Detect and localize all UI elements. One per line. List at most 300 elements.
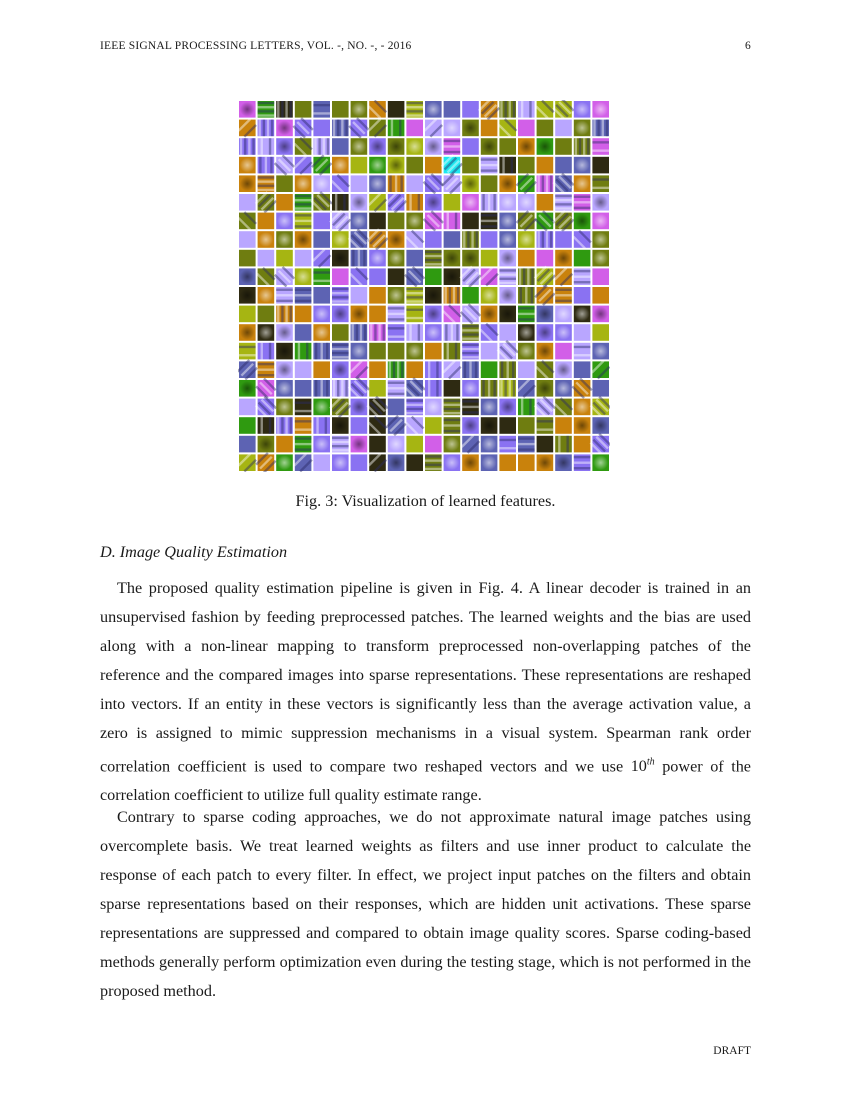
feature-patch [332, 157, 349, 174]
feature-patch [369, 436, 386, 453]
feature-patch [537, 250, 554, 267]
feature-patch [555, 324, 572, 341]
feature-patch [332, 361, 349, 378]
feature-patch [295, 101, 312, 118]
feature-patch [295, 250, 312, 267]
feature-patch [481, 175, 498, 192]
feature-patch [388, 157, 405, 174]
feature-patch [276, 213, 293, 230]
feature-patch [518, 343, 535, 360]
feature-patch [518, 324, 535, 341]
feature-patch [462, 454, 479, 471]
feature-patch [555, 454, 572, 471]
feature-patch [592, 306, 609, 323]
feature-patch [405, 230, 424, 249]
feature-patch [574, 417, 591, 434]
feature-patch [332, 231, 349, 248]
feature-patch [534, 285, 555, 306]
feature-patch [535, 360, 554, 379]
feature-patch [311, 154, 332, 175]
feature-patch [499, 361, 516, 378]
feature-patch [239, 324, 256, 341]
feature-patch [295, 436, 312, 453]
feature-patch [574, 250, 591, 267]
feature-patch [388, 268, 405, 285]
feature-patch [332, 194, 349, 211]
feature-patch [537, 231, 554, 248]
feature-patch [406, 399, 423, 416]
feature-patch [462, 399, 479, 416]
feature-patch [444, 231, 461, 248]
feature-patch [366, 396, 388, 418]
learned-features-figure [238, 100, 610, 472]
feature-patch [499, 454, 516, 471]
feature-patch [258, 324, 275, 341]
feature-patch [499, 175, 516, 192]
feature-patch [444, 417, 461, 434]
feature-patch [239, 343, 256, 360]
feature-patch [478, 100, 500, 120]
feature-patch [388, 399, 405, 416]
feature-patch [351, 250, 368, 267]
feature-patch [425, 306, 442, 323]
feature-patch [369, 250, 386, 267]
feature-patch [406, 454, 423, 471]
feature-patch [481, 399, 498, 416]
feature-patch [499, 213, 516, 230]
feature-patch [258, 120, 275, 137]
feature-patch [555, 157, 572, 174]
feature-patch [406, 194, 423, 211]
feature-patch [574, 101, 591, 118]
feature-patch [238, 118, 257, 137]
feature-patch [388, 361, 405, 378]
feature-patch [239, 268, 256, 285]
feature-patch [351, 324, 368, 341]
feature-patch [276, 287, 293, 304]
feature-patch [239, 101, 256, 118]
feature-patch [592, 157, 609, 174]
feature-patch [313, 175, 330, 192]
feature-patch [462, 157, 479, 174]
feature-patch [276, 399, 293, 416]
feature-patch [462, 324, 479, 341]
feature-patch [295, 343, 312, 360]
feature-patch [444, 250, 461, 267]
feature-patch [499, 231, 516, 248]
feature-patch [574, 157, 591, 174]
feature-patch [461, 434, 480, 453]
feature-patch [518, 157, 535, 174]
feature-patch [574, 436, 591, 453]
feature-patch [406, 306, 423, 323]
math-superscript: th [646, 757, 655, 768]
feature-patch [592, 454, 609, 471]
feature-patch [295, 361, 312, 378]
feature-patch [441, 154, 463, 176]
feature-patch [425, 380, 442, 397]
feature-patch [274, 266, 295, 287]
paragraph-1-text: The proposed quality estimation pipeline is given in Fig. 4. A linear decoder is trained in an unsupervised fashion by feeding preprocessed patches. The learned weights and the bias are used along with a non-linear mapping to transform preprocessed non-overlapping patches of the reference and the compared images into sparse representations. These representations are reshaped into vectors. If an entity in these vectors is significantly less than the average activation value, a zero is assigned to mimic suppression mechanisms in a visual system. Spearman rank order correlation coefficient is used to compare two reshaped vectors and we use [100, 579, 751, 776]
feature-patch [313, 361, 330, 378]
feature-patch [444, 213, 461, 230]
feature-patch [462, 175, 479, 192]
feature-patch [311, 191, 333, 213]
feature-patch [385, 415, 406, 436]
feature-patch [351, 213, 368, 230]
feature-patch [444, 343, 461, 360]
feature-patch [555, 380, 572, 397]
feature-patch [441, 173, 462, 194]
feature-patch [329, 396, 351, 418]
feature-patch [518, 101, 535, 118]
feature-patch [574, 306, 591, 323]
feature-patch [537, 138, 554, 155]
feature-patch [258, 175, 275, 192]
feature-patch [479, 323, 498, 342]
feature-patch [462, 287, 479, 304]
page-number: 6 [745, 40, 751, 52]
feature-patch [349, 360, 368, 379]
feature-patch [592, 101, 609, 118]
feature-patch [332, 436, 349, 453]
feature-patch [369, 213, 386, 230]
feature-patch [481, 194, 498, 211]
feature-patch [255, 191, 277, 213]
feature-patch [276, 231, 293, 248]
feature-patch [313, 436, 330, 453]
feature-patch [574, 213, 591, 230]
feature-patch [518, 231, 535, 248]
feature-patch [444, 101, 461, 118]
feature-patch [444, 194, 461, 211]
feature-patch [537, 380, 554, 397]
feature-patch [516, 210, 537, 231]
feature-patch [369, 268, 386, 285]
feature-patch [481, 417, 498, 434]
feature-patch [516, 173, 537, 194]
feature-patch [256, 267, 275, 286]
feature-patch [555, 306, 572, 323]
feature-patch [258, 287, 275, 304]
feature-patch [499, 138, 516, 155]
feature-patch [537, 194, 554, 211]
feature-patch [332, 287, 349, 304]
feature-patch [349, 267, 368, 286]
feature-patch [406, 324, 423, 341]
feature-patch [425, 417, 442, 434]
feature-patch [348, 377, 370, 399]
feature-patch [592, 268, 609, 285]
feature-patch [592, 324, 609, 341]
feature-patch [462, 417, 479, 434]
feature-patch [276, 343, 293, 360]
feature-patch [258, 213, 275, 230]
feature-patch [276, 194, 293, 211]
feature-patch [590, 433, 610, 455]
feature-patch [258, 101, 275, 118]
feature-patch [313, 343, 330, 360]
feature-patch [313, 454, 330, 471]
feature-patch [258, 157, 275, 174]
feature-patch [388, 436, 405, 453]
feature-patch [239, 250, 256, 267]
feature-patch [295, 380, 312, 397]
feature-patch [258, 306, 275, 323]
feature-patch [368, 118, 387, 137]
feature-patch [592, 194, 609, 211]
feature-patch [555, 138, 572, 155]
feature-patch [332, 306, 349, 323]
feature-patch [292, 117, 313, 138]
feature-patch [332, 268, 349, 285]
feature-patch [535, 100, 554, 119]
feature-patch [239, 231, 256, 248]
feature-patch [518, 138, 535, 155]
feature-patch [313, 120, 330, 137]
feature-patch [592, 120, 609, 137]
feature-patch [332, 138, 349, 155]
feature-patch [425, 399, 442, 416]
feature-patch [388, 138, 405, 155]
feature-patch [238, 453, 257, 472]
feature-patch [351, 417, 368, 434]
feature-patch [313, 380, 330, 397]
feature-patch [554, 397, 573, 416]
feature-patch [406, 101, 423, 118]
feature-patch [444, 380, 461, 397]
feature-patch [351, 101, 368, 118]
feature-patch [404, 377, 426, 399]
feature-patch [518, 361, 535, 378]
feature-patch [574, 194, 591, 211]
feature-patch [574, 361, 591, 378]
feature-patch [313, 287, 330, 304]
feature-patch [313, 213, 330, 230]
feature-patch [499, 287, 516, 304]
feature-patch [276, 417, 293, 434]
feature-patch [385, 191, 407, 213]
feature-patch [481, 454, 498, 471]
feature-patch [481, 306, 498, 323]
feature-patch [388, 213, 405, 230]
feature-patch [555, 436, 572, 453]
feature-patch [239, 175, 256, 192]
math-power [631, 757, 655, 775]
feature-patch [388, 231, 405, 248]
feature-patch [425, 231, 442, 248]
feature-patch [537, 324, 554, 341]
feature-patch [351, 436, 368, 453]
feature-patch [366, 228, 388, 250]
feature-patch [552, 173, 574, 195]
feature-patch [462, 231, 479, 248]
feature-patch [425, 361, 442, 378]
feature-patch [499, 324, 516, 341]
feature-patch [555, 343, 572, 360]
feature-patch [295, 213, 312, 230]
feature-patch [405, 416, 424, 435]
journal-title: IEEE SIGNAL PROCESSING LETTERS, VOL. -, NO. -, - 2016 [100, 40, 412, 52]
feature-patch [590, 396, 610, 418]
feature-patch [276, 120, 293, 137]
feature-patch [388, 120, 405, 137]
feature-patch [332, 343, 349, 360]
feature-patch [313, 231, 330, 248]
feature-patch [274, 154, 295, 175]
feature-patch [406, 436, 423, 453]
feature-patch [444, 399, 461, 416]
feature-patch [276, 138, 293, 155]
feature-patch [295, 231, 312, 248]
feature-patch [329, 210, 351, 232]
feature-patch [276, 101, 293, 118]
feature-patch [388, 250, 405, 267]
feature-patch [388, 454, 405, 471]
feature-patch [239, 306, 256, 323]
feature-patch [425, 324, 442, 341]
feature-patch [572, 230, 591, 249]
running-header [100, 40, 751, 56]
feature-patch [462, 380, 479, 397]
feature-patch [537, 175, 554, 192]
feature-patch [571, 378, 592, 399]
feature-patch [555, 361, 572, 378]
feature-patch [348, 117, 369, 138]
feature-patch [388, 175, 405, 192]
feature-patch [425, 157, 442, 174]
feature-patch [313, 417, 330, 434]
feature-patch [295, 194, 312, 211]
feature-patch [276, 361, 293, 378]
feature-patch [425, 454, 442, 471]
feature-patch [518, 454, 535, 471]
feature-patch [276, 380, 293, 397]
feature-patch [592, 250, 609, 267]
feature-patch [592, 213, 609, 230]
feature-patch [442, 304, 461, 323]
feature-patch [258, 231, 275, 248]
feature-patch [534, 210, 555, 231]
feature-patch [239, 287, 256, 304]
feature-patch [368, 100, 387, 119]
feature-patch [295, 268, 312, 285]
feature-patch [574, 287, 591, 304]
feature-patch [537, 343, 554, 360]
feature-patch [592, 287, 609, 304]
feature-patch [462, 101, 479, 118]
feature-patch [351, 157, 368, 174]
feature-patch [592, 343, 609, 360]
feature-patch [406, 175, 423, 192]
feature-patch [239, 138, 256, 155]
feature-patch [462, 120, 479, 137]
feature-patch [499, 399, 516, 416]
feature-patch [444, 138, 461, 155]
feature-patch [499, 306, 516, 323]
feature-patch [239, 417, 256, 434]
feature-patch [518, 194, 535, 211]
feature-patch [481, 213, 498, 230]
feature-patch [425, 436, 442, 453]
feature-patch [479, 267, 498, 286]
feature-patch [555, 417, 572, 434]
feature-patch [255, 452, 276, 472]
feature-patch [295, 399, 312, 416]
feature-patch [258, 138, 275, 155]
feature-patch [293, 453, 312, 472]
feature-patch [239, 380, 256, 397]
feature-patch [444, 454, 461, 471]
feature-patch [351, 343, 368, 360]
feature-patch [481, 120, 498, 137]
feature-patch [534, 266, 556, 288]
feature-patch [351, 138, 368, 155]
feature-patch [406, 120, 423, 137]
feature-patch [481, 380, 498, 397]
feature-patch [406, 361, 423, 378]
feature-patch [518, 436, 535, 453]
feature-patch [258, 417, 275, 434]
feature-patch [424, 118, 443, 137]
feature-patch [555, 231, 572, 248]
feature-patch [518, 250, 535, 267]
feature-patch [537, 436, 554, 453]
feature-patch [425, 194, 442, 211]
paragraph-2: Contrary to sparse coding approaches, we do not approximate natural image patches using overcomplete basis. We treat learned weights as filters and use inner product to calculate the response of each patch to every filter. In effect, we project input patches on the filters and obtain sparse representations based on their responses, which are hidden unit activations. These sparse representations are suppressed and compared to obtain image quality scores. Sparse coding-based methods generally perform optimization even during the testing stage, which is not performed in the proposed method. [100, 808, 751, 1000]
feature-patch [348, 228, 370, 250]
feature-patch [517, 379, 536, 398]
feature-patch [574, 324, 591, 341]
feature-patch [332, 380, 349, 397]
feature-patch [499, 436, 516, 453]
feature-patch [574, 138, 591, 155]
feature-patch [388, 101, 405, 118]
feature-patch [574, 175, 591, 192]
feature-patch [518, 287, 535, 304]
feature-patch [369, 361, 386, 378]
feature-patch [481, 287, 498, 304]
feature-patch [459, 266, 481, 288]
feature-patch [295, 306, 312, 323]
feature-patch [369, 157, 386, 174]
feature-patch [481, 250, 498, 267]
feature-patch [368, 416, 387, 435]
feature-patch [312, 248, 331, 267]
feature-patch [518, 417, 535, 434]
feature-patch [444, 324, 461, 341]
feature-patch [239, 157, 256, 174]
feature-patch [555, 250, 572, 267]
feature-patch [293, 137, 312, 156]
feature-patch [555, 287, 572, 304]
feature-patch [276, 175, 293, 192]
feature-patch [518, 120, 535, 137]
feature-patch [481, 343, 498, 360]
feature-patch [295, 417, 312, 434]
feature-patch [554, 267, 573, 286]
feature-patch [369, 306, 386, 323]
feature-patch [351, 194, 368, 211]
feature-patch [537, 454, 554, 471]
feature-patch [295, 175, 312, 192]
feature-patch [444, 436, 461, 453]
paragraph-1-tail: power of the correlation coefficient to utilize full quality estimate range. [100, 757, 751, 805]
feature-patch [276, 324, 293, 341]
feature-patch [574, 343, 591, 360]
feature-patch [239, 399, 256, 416]
feature-patch [313, 101, 330, 118]
